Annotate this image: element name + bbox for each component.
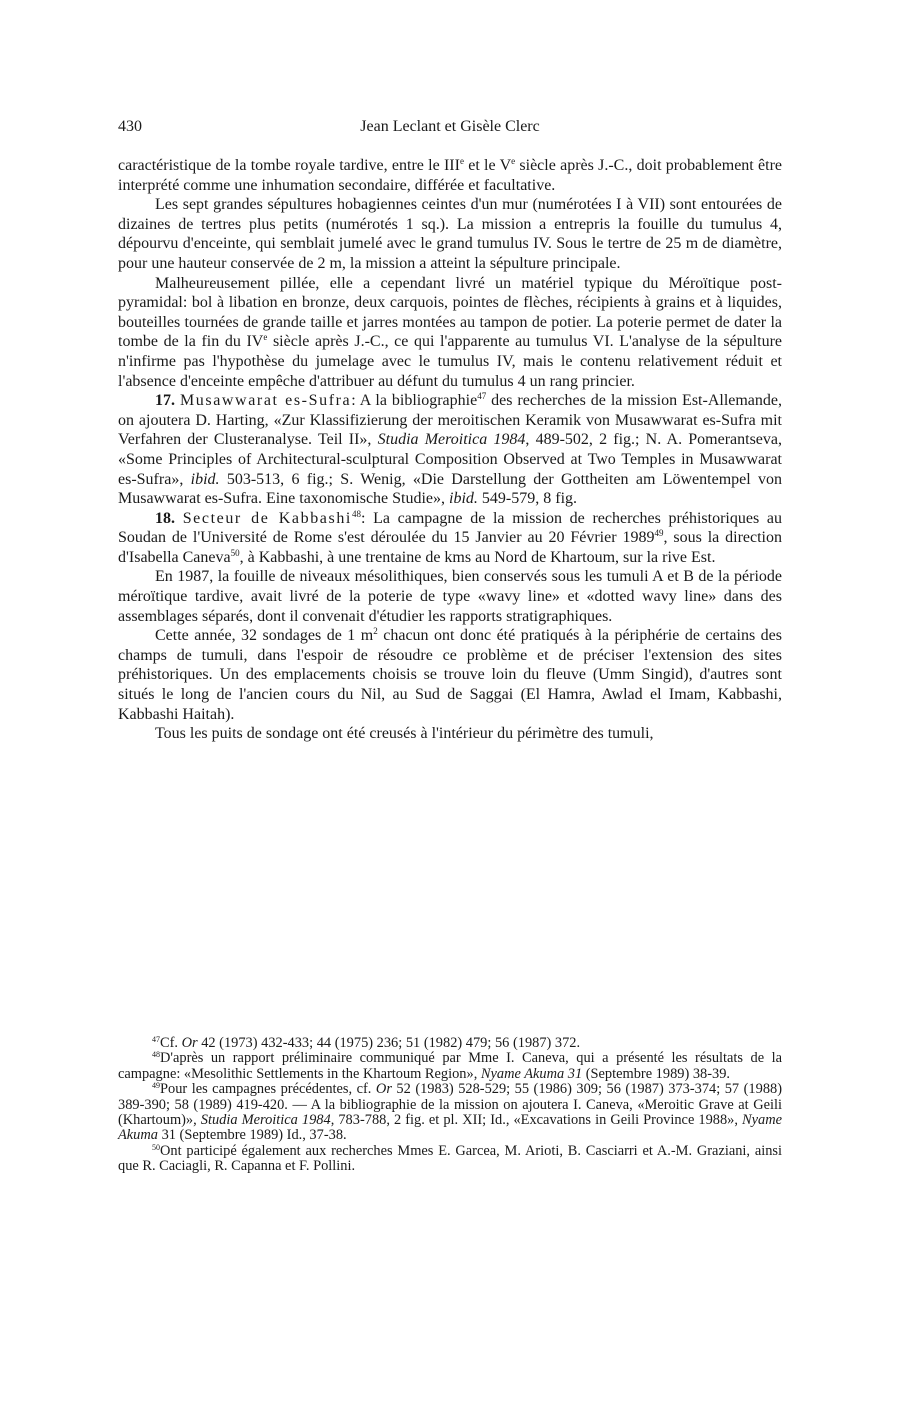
- section-number: 18.: [155, 509, 175, 527]
- footnote-ref-48[interactable]: 48: [351, 508, 361, 519]
- text-run: 52 (1983) 528-529; 55 (1986) 309; 56 (1987) 373-374; 57 (1988) 389-390; 58 (1989) 419-420. — A la bibliographie de la mission on ajoutera I. Caneva, «Meroitic Grave at Geili (Khartoum)»,: [118, 1081, 782, 1129]
- paragraph-1: [118, 156, 782, 195]
- text-run: chacun ont donc été pratiqués à la périphérie de certains des champs de tumuli, dans l'espoir de résoudre ce problème et de préciser l'extension des sites préhistoriques. Un des emplacements choisis se trouve loin du fleuve (Umm Singid), d'autres sont situés le long de l'ancien cours du Nil, au Sud de Saggai (El Hamra, Awlad el Imam, Kabbashi, Kabbashi Haitah).: [118, 627, 783, 723]
- running-title: Jean Leclant et Gisèle Clerc: [360, 118, 540, 135]
- footnote-47: [118, 1036, 782, 1051]
- paragraph-3: [118, 274, 782, 392]
- text-run: et le V: [463, 157, 512, 174]
- text-run: caractéristique de la tombe royale tardive, entre le III: [118, 157, 460, 174]
- footnote-ref-49[interactable]: 49: [654, 528, 664, 539]
- section-title: Musawwarat es-Sufra: [179, 392, 352, 410]
- footnote-ref-50[interactable]: 50: [230, 547, 240, 558]
- footnote-number: 49: [152, 1081, 160, 1091]
- footnote-48: [118, 1051, 782, 1082]
- text-run: siècle après J.-C., doit probablement être interprété comme une inhumation secondaire, différée et facultative.: [118, 157, 782, 194]
- text-run: , 489-502, 2 fig.; N. A. Pomerantseva, «Some Principles of Architectural-sculptural Composition Observed at Two Temples in Musawwarat es-Sufra»,: [118, 431, 783, 488]
- section-17: [118, 391, 782, 509]
- text-run: Ont participé également aux recherches Mmes E. Garcea, M. Arioti, B. Casciarri et A.-M. Graziani, ainsi que R. Caciagli, R. Capanna et F. Pollini.: [118, 1142, 782, 1175]
- italic-ref: Or: [181, 1035, 198, 1051]
- section-number: 17.: [155, 392, 175, 410]
- italic-ref: Nyame Akuma 31: [480, 1065, 583, 1082]
- text-run: siècle après J.-C., ce qui l'apparente au tumulus VI. L'analyse de la sépulture n'infirme pas l'hypothèse du jumelage avec le tumulus IV, mais le contenu relativement réduit et l'absence d'enceinte empêche d'attribuer au défunt du tumulus 4 un rang princier.: [118, 333, 783, 390]
- superscript: e: [511, 156, 516, 166]
- text-run: 549-579, 8 fig.: [477, 490, 578, 508]
- italic-title: Studia Meroitica 1984: [377, 431, 526, 449]
- main-text: [118, 156, 782, 744]
- paragraph-2: Les sept grandes sépultures hobagiennes ceintes d'un mur (numérotées I à VII) sont entourées de dizaines de tertres plus petits (numérotés 1 sq.). La mission a entrepris la fouille du tumulus 4, dépourvu d'enceinte, qui semblait jumelé avec le grand tumulus IV. Sous le tertre de 25 m de diamètre, pour une hauteur conservée de 2 m, la mission a atteint la sépulture principale.: [118, 196, 782, 272]
- text-run: (Septembre 1989) 38-39.: [582, 1065, 731, 1082]
- paragraph-6: [118, 626, 782, 724]
- paragraph-5: En 1987, la fouille de niveaux mésolithiques, bien conservés sous les tumuli A et B de la période méroïtique tardive, avait livré de la poterie de type «wavy line» et «dotted wavy line» dans des assemblages séparés, dont il convenait d'étudier les rapports stratigraphiques.: [118, 568, 782, 625]
- paragraph-7: Tous les puits de sondage ont été creusés à l'intérieur du périmètre des tumuli,: [155, 725, 654, 743]
- text-run: Cette année, 32 sondages de 1 m: [155, 627, 374, 645]
- text-run: Cf.: [160, 1035, 182, 1051]
- footnote-50: [118, 1144, 782, 1175]
- text-run: Malheureusement pillée, elle a cependant livré un matériel typique du Méroïtique post-pyramidal: bol à libation en bronze, deux carquois, pointes de flèches, récipients à grains et à liquides, bouteilles tournées de grande taille et jarres montées au tampon de potier. La poterie permet de dater la tombe de la fin du IV: [118, 274, 782, 351]
- text-run: D'après un rapport préliminaire communiqué par Mme I. Caneva, qui a présenté les résultats de la campagne: «Mesolithic Settlements in the Khartoum Region»,: [118, 1050, 782, 1082]
- text-run: : A la bibliographie: [351, 392, 478, 410]
- text-run: , sous la direction d'Isabella Caneva: [118, 529, 782, 566]
- text-run: 42 (1973) 432-433; 44 (1975) 236; 51 (1982) 479; 56 (1987) 372.: [197, 1035, 581, 1051]
- italic-ref: Or: [375, 1081, 392, 1098]
- page-header: [118, 118, 782, 142]
- superscript: e: [263, 332, 268, 343]
- superscript: e: [459, 156, 464, 166]
- footnote-number: 50: [152, 1142, 160, 1152]
- italic-ref: ibid.: [449, 490, 478, 508]
- text-run: : La campagne de la mission de recherches préhistoriques au Soudan de l'Université de Rome s'est déroulée du 15 Janvier au 20 Février 1989: [118, 509, 782, 547]
- italic-ref: Studia Meroitica 1984: [200, 1112, 331, 1129]
- text-run: 31 (Septembre 1989) Id., 37-38.: [157, 1127, 347, 1144]
- text-run: Pour les campagnes précédentes, cf.: [160, 1081, 376, 1098]
- footnote-number: 48: [152, 1050, 160, 1060]
- section-18: [118, 509, 782, 568]
- footnote-ref-47[interactable]: 47: [477, 391, 487, 402]
- text-run: 503-513, 6 fig.; S. Wenig, «Die Darstellung der Gottheiten am Löwentempel von Musawwarat es-Sufra. Eine taxonomische Studie»,: [118, 470, 782, 508]
- page-number: 430: [118, 118, 142, 135]
- footnotes: [118, 1036, 782, 1175]
- italic-ref: ibid.: [190, 470, 220, 488]
- text-run: , à Kabbashi, à une trentaine de kms au Nord de Khartoum, sur la rive Est.: [239, 548, 716, 566]
- footnote-number: 47: [152, 1035, 160, 1044]
- text-run: des recherches de la mission Est-Allemande, on ajoutera D. Harting, «Zur Klassifizierung der meroitischen Keramik von Musawwarat es-Sufra mit Verfahren der Clusteranalyse. Teil II»,: [118, 392, 783, 449]
- superscript: 2: [373, 626, 378, 637]
- text-run: , 783-788, 2 fig. et pl. XII; Id., «Excavations in Geili Province 1988»,: [330, 1112, 743, 1129]
- italic-ref: Nyame Akuma: [118, 1112, 783, 1144]
- section-title: Secteur de Kabbashi: [182, 509, 352, 527]
- footnote-49: [118, 1082, 782, 1144]
